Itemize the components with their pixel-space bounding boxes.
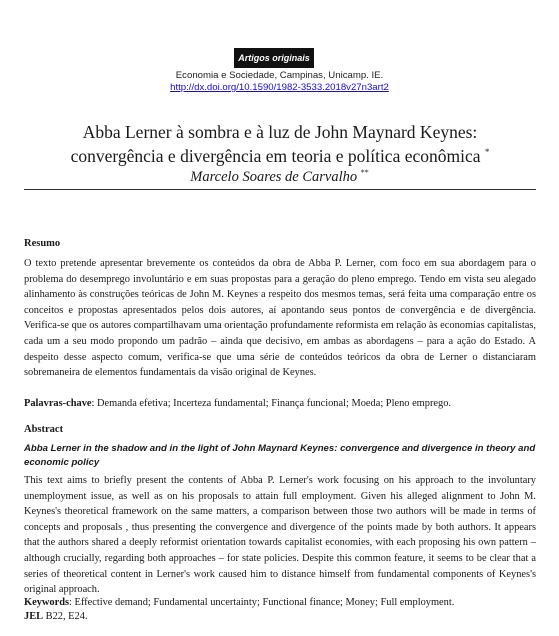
section-badge: Artigos originais bbox=[234, 48, 314, 68]
resumo-text: O texto pretende apresentar brevemente os conteúdos da obra de Abba P. Lerner, com foco em sua abordagem para o problema do desemprego involuntário e em suas propostas para a geração do pleno emprego. Tendo em vista seu alegado alinhamento às construções teóricas de John M. Keynes a respeito dos mesmos temas, será feita uma comparação entre os conceitos e propostas apresentados pelos dois autores, aí apontando seus pontos de convergência e de divergência. Verifica-se que os autores compartilhavam uma orientação profundamente reformista em relação às economias capitalistas, cada um a seu modo propondo um padrão – ainda que decisivo, em ambas as abordagens – para a ação do Estado. A despeito desse aspecto comum, verifica-se que uma série de conteúdos teóricos da obra de Lerner o distanciaram sobremaneira de elementos fundamentais da visão original de Keynes. bbox=[24, 258, 536, 379]
english-title: Abba Lerner in the shadow and in the light of John Maynard Keynes: convergence and divergence in theory and economic policy bbox=[24, 443, 536, 468]
keywords bbox=[24, 596, 536, 610]
palavras-chave bbox=[24, 397, 536, 411]
header-divider bbox=[24, 189, 536, 190]
abstract-heading: Abstract bbox=[24, 424, 64, 435]
jel-label: JEL bbox=[24, 611, 44, 622]
author-footnote-mark[interactable]: ** bbox=[360, 168, 369, 177]
jel-text: B22, E24. bbox=[43, 611, 88, 622]
title-line-1: Abba Lerner à sombra e à luz de John Maynard Keynes: bbox=[82, 122, 478, 142]
palavras-chave-text: : Demanda efetiva; Incerteza fundamental; Finança funcional; Moeda; Pleno emprego. bbox=[91, 398, 452, 409]
journal-citation: Economia e Sociedade, Campinas, Unicamp. IE. bbox=[175, 70, 384, 81]
doi-link[interactable]: http://dx.doi.org/10.1590/1982-3533.2018v27n3art2 bbox=[170, 82, 389, 93]
keywords-label: Keywords bbox=[24, 597, 70, 608]
palavras-chave-label: Palavras-chave bbox=[24, 398, 92, 409]
article-title bbox=[30, 122, 530, 166]
author-name bbox=[0, 168, 559, 186]
title-line-2 bbox=[30, 142, 530, 166]
title-line-2-text: convergência e divergência em teoria e política econômica bbox=[70, 146, 481, 166]
jel-codes bbox=[24, 610, 536, 624]
author-name-text: Marcelo Soares de Carvalho bbox=[190, 169, 358, 185]
title-footnote-mark[interactable]: * bbox=[484, 147, 490, 157]
abstract-text: This text aims to briefly present the contents of Abba P. Lerner's work focusing on his approach to the involuntary unemployment issue, as well as on his proposals to attain full employment. Given his alleged alignment to John M. Keynes's theoretical framework on the same matters, a comparison between those two authors will be made in terms of concepts and proposals , thus presenting the convergence and divergence of the points made by both authors. It appears that the authors shared a deeply reformist orientation towards capitalist economies, with each proposing his own pattern – although crucially, regarding both approaches – for state policies. Despite this common feature, it seems to be clear that a series of theoretical content in Lerner's work caused him to distance himself from fundamental components of Keynes's original approach. bbox=[24, 475, 536, 596]
resumo-heading: Resumo bbox=[24, 238, 61, 249]
keywords-text: : Effective demand; Fundamental uncertainty; Functional finance; Money; Full employment. bbox=[69, 597, 455, 608]
